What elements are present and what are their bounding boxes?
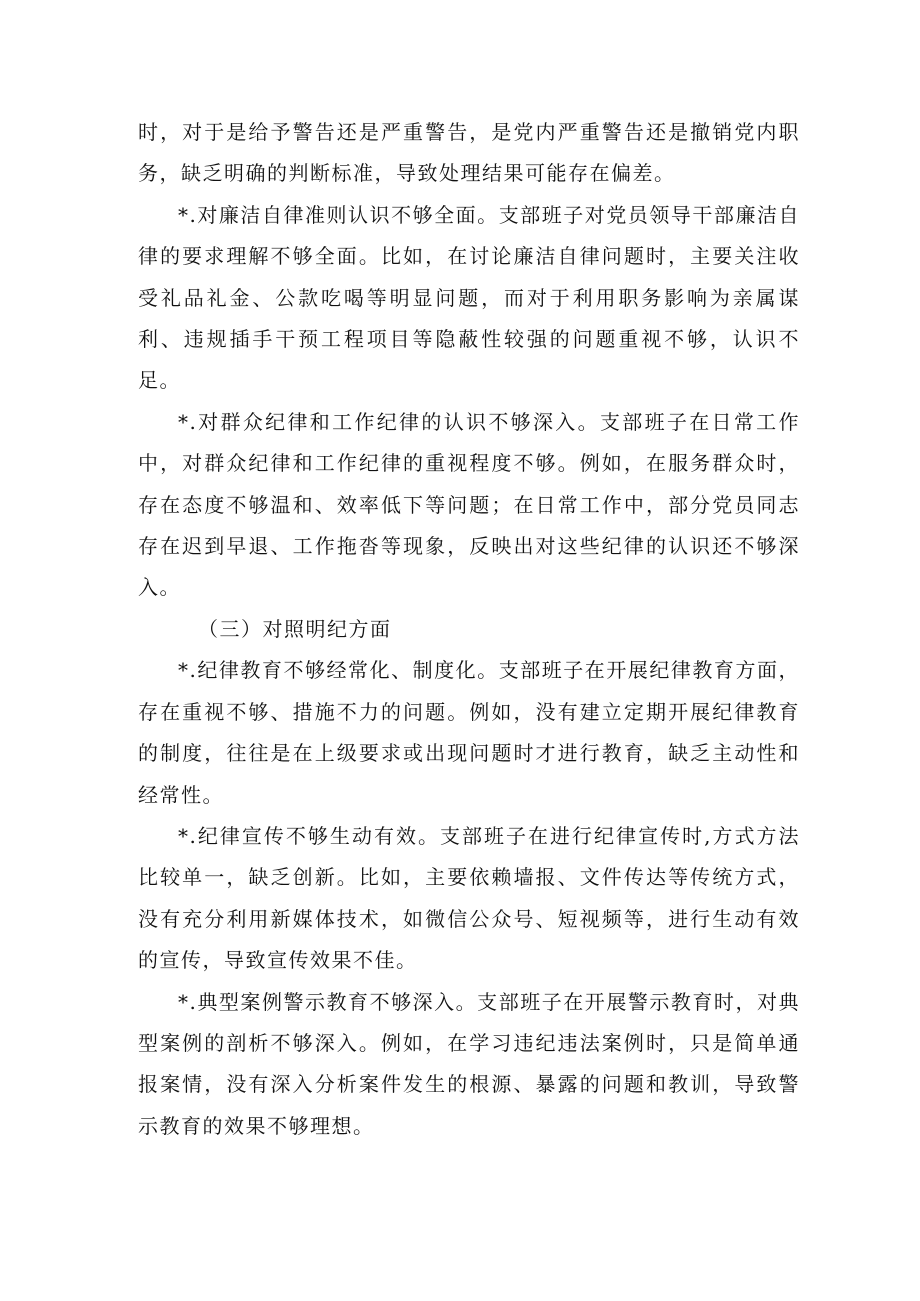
- paragraph-discipline-education: *.纪律教育不够经常化、制度化。支部班子在开展纪律教育方面，存在重视不够、措施不力的问题。例如，没有建立定期开展纪律教育的制度，往往是在上级要求或出现问题时才进行教育，缺乏主动性和经常性。: [138, 658, 800, 807]
- document-body: [138, 112, 800, 1147]
- paragraph-integrity-rules: *.对廉洁自律准则认识不够全面。支部班子对党员领导干部廉洁自律的要求理解不够全面。比如，在讨论廉洁自律问题时，主要关注收受礼品礼金、公款吃喝等明显问题，而对于利用职务影响为亲属谋利、违规插手干预工程项目等隐蔽性较强的问题重视不够，认识不足。: [138, 202, 800, 393]
- paragraph-discipline-publicity: *.纪律宣传不够生动有效。支部班子在进行纪律宣传时,方式方法比较单一，缺乏创新。比如，主要依赖墙报、文件传达等传统方式，没有充分利用新媒体技术，如微信公众号、短视频等，进行生动有效的宣传，导致宣传效果不佳。: [138, 823, 800, 973]
- paragraph-mass-and-work-discipline: *.对群众纪律和工作纪律的认识不够深入。支部班子在日常工作中，对群众纪律和工作纪律的重视程度不够。例如，在服务群众时，存在态度不够温和、效率低下等问题；在日常工作中，部分党员同志存在迟到早退、工作拖沓等现象，反映出对这些纪律的认识还不够深入。: [138, 409, 800, 600]
- section-heading-discipline: （三）对照明纪方面: [198, 616, 392, 641]
- paragraph-warning-education: *.典型案例警示教育不够深入。支部班子在开展警示教育时，对典型案例的剖析不够深入。例如，在学习违纪违法案例时，只是简单通报案情，没有深入分析案件发生的根源、暴露的问题和教训，导致警示教育的效果不够理想。: [138, 989, 800, 1138]
- paragraph-continuation: 时，对于是给予警告还是严重警告，是党内严重警告还是撤销党内职务，缺乏明确的判断标准，导致处理结果可能存在偏差。: [138, 120, 800, 186]
